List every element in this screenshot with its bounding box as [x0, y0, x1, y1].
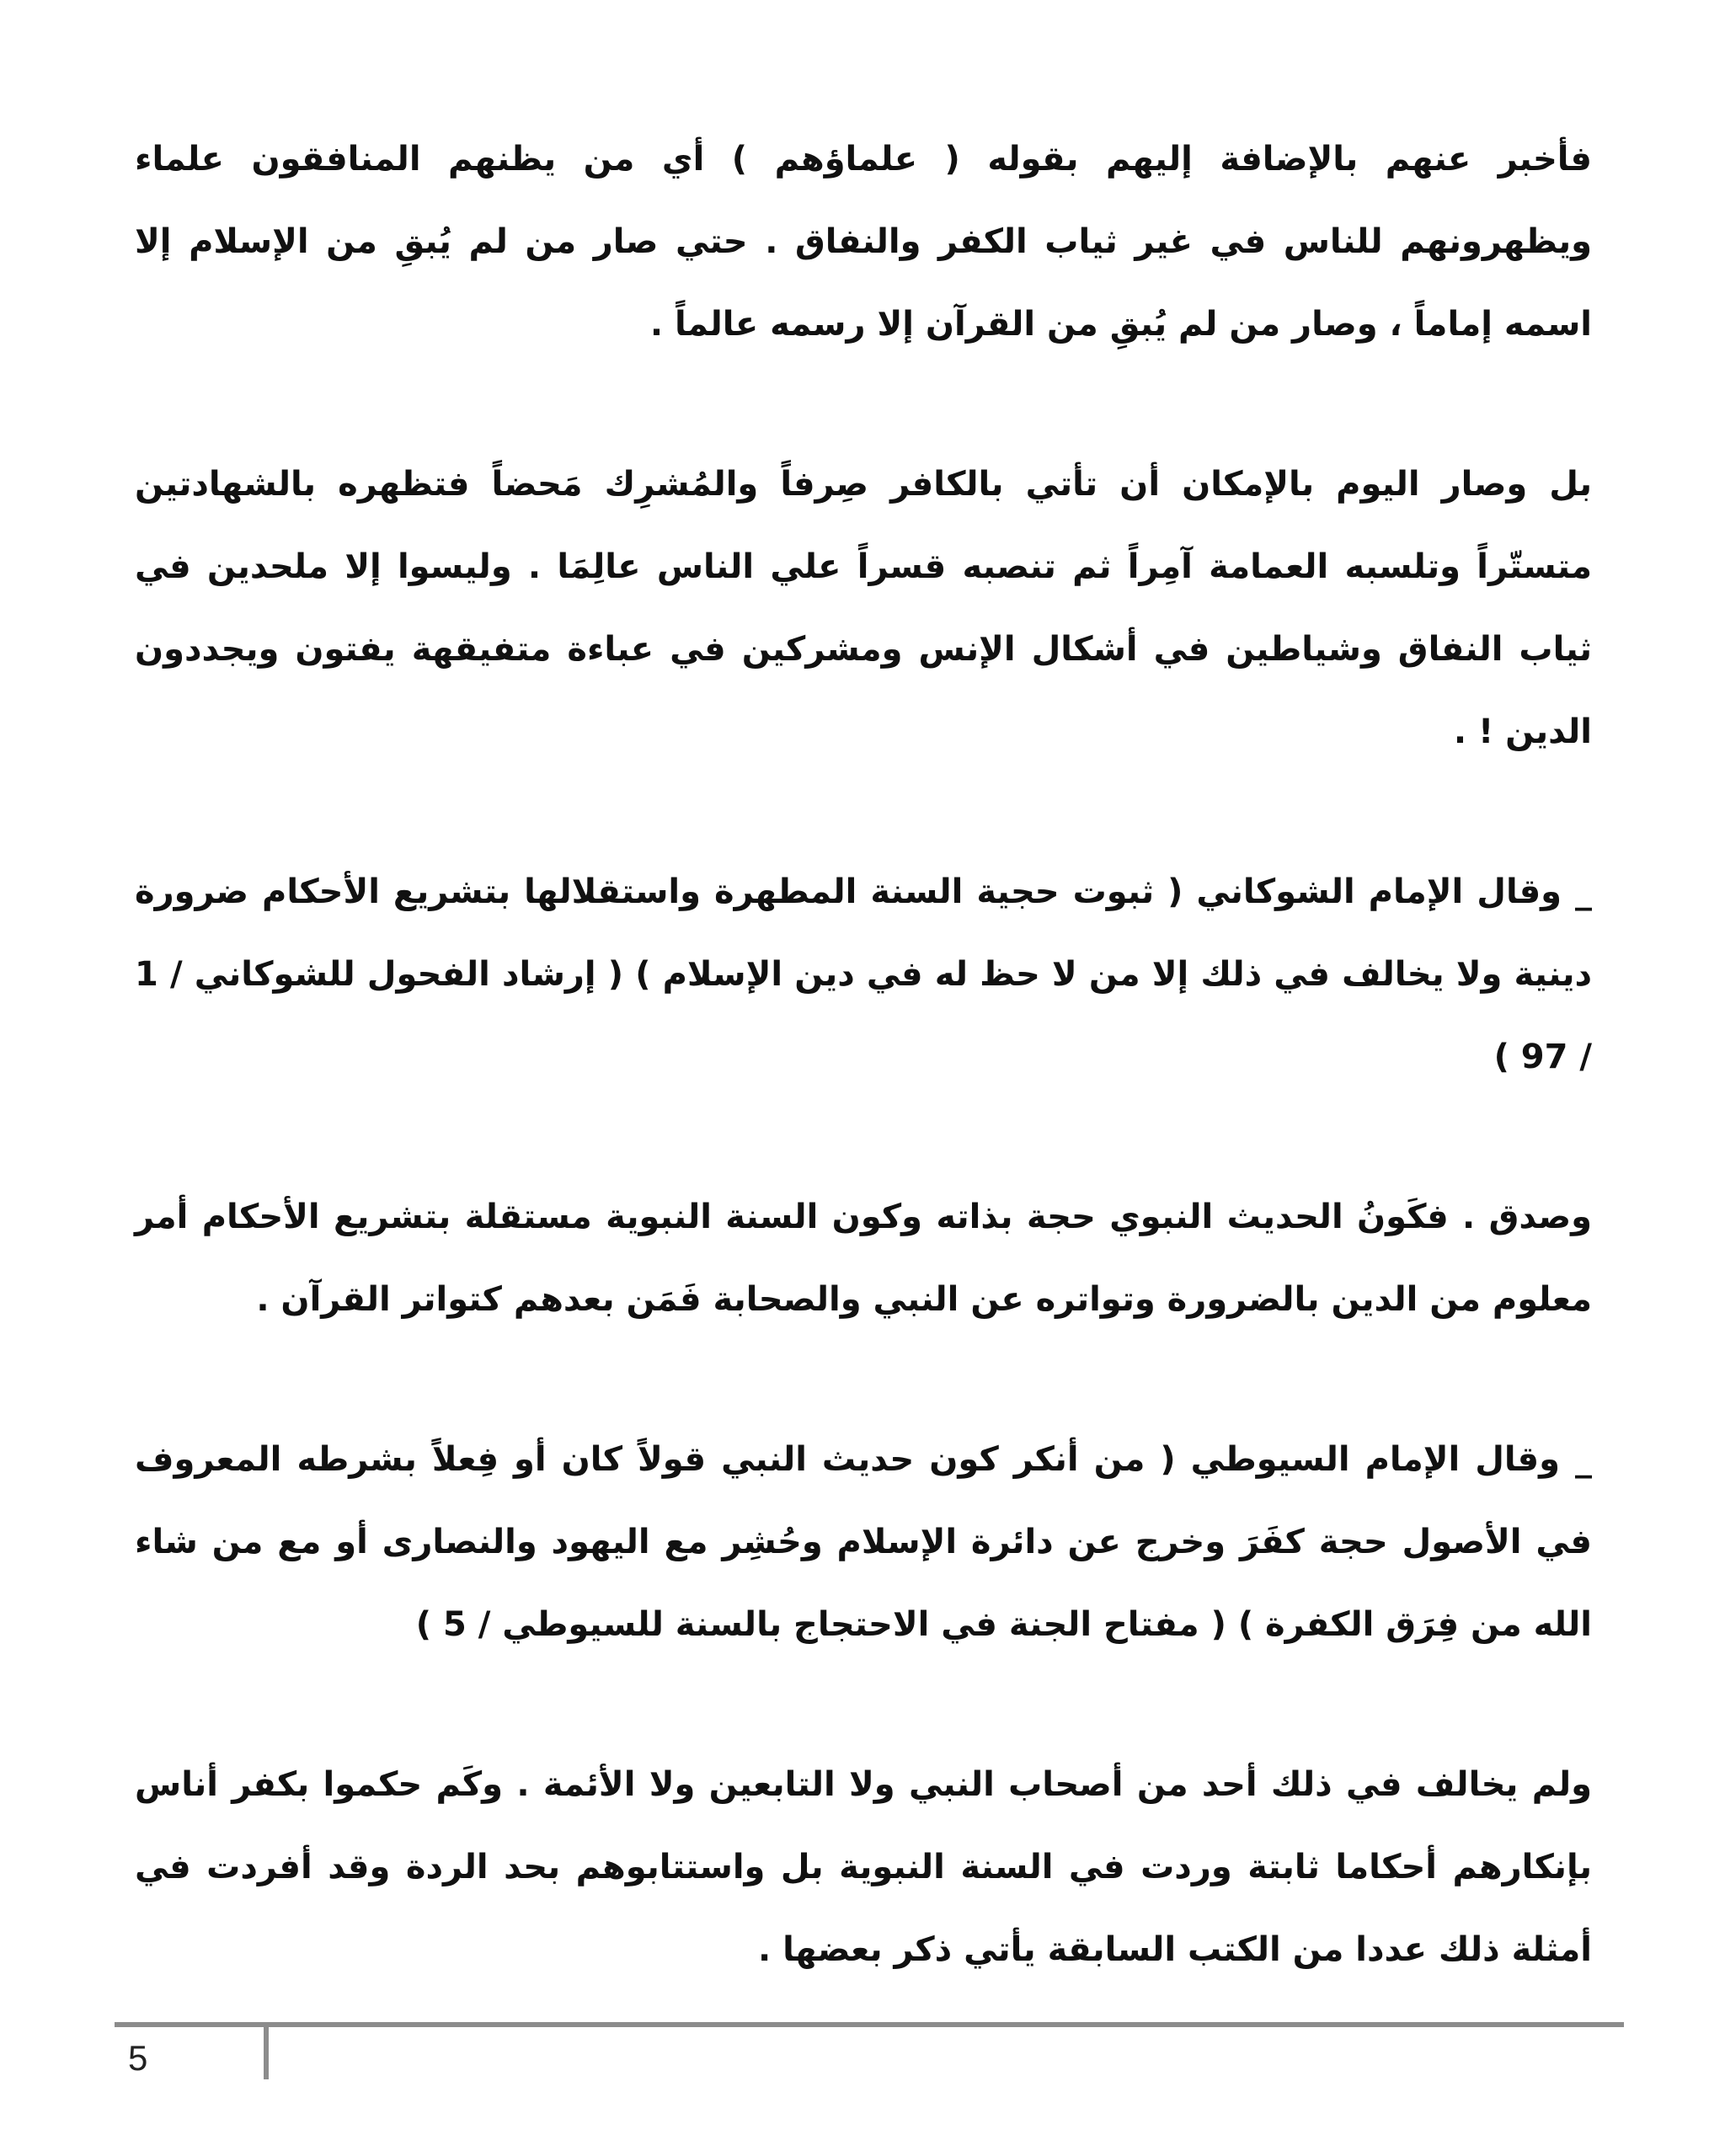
footer-divider-tick — [264, 2027, 269, 2079]
page-body — [135, 118, 1592, 1991]
paragraph-1: فأخبر عنهم بالإضافة إليهم بقوله ( علماؤهم ) أي من يظنهم المنافقون علماء ويظهرونهم للناس في غير ثياب الكفر والنفاق . حتي صار من لم يُبقِ من الإسلام إلا اسمه إماماً ، وصار من لم يُبقِ من القرآن إلا رسمه عالماً . — [135, 140, 1592, 344]
paragraph-3: _ وقال الإمام الشوكاني ( ثبوت حجية السنة المطهرة واستقلالها بتشريع الأحكام ضرورة دينية ولا يخالف في ذلك إلا من لا حظ له في دين الإسلام ) ( إرشاد الفحول للشوكاني / 1 / 97 ) — [135, 873, 1592, 1076]
paragraph-6: ولم يخالف في ذلك أحد من أصحاب النبي ولا التابعين ولا الأئمة . وكَم حكموا بكفر أناس بإنكارهم أحكاما ثابتة وردت في السنة النبوية بل واستتابوهم بحد الردة وقد أفردت في أمثلة ذلك عددا من الكتب السابقة يأتي ذكر بعضها . — [135, 1765, 1592, 1969]
footer-divider — [115, 2022, 1624, 2027]
paragraph-5: _ وقال الإمام السيوطي ( من أنكر كون حديث النبي قولاً كان أو فِعلاً بشرطه المعروف في الأصول حجة كفَرَ وخرج عن دائرة الإسلام وحُشِر مع اليهود والنصارى أو مع من شاء الله من فِرَق الكفرة ) ( مفتاح الجنة في الاحتجاج بالسنة للسيوطي / 5 ) — [135, 1440, 1592, 1644]
paragraph-2: بل وصار اليوم بالإمكان أن تأتي بالكافر صِرفاً والمُشرِك مَحضاً فتظهره بالشهادتين متستّراً وتلسبه العمامة آمِراً ثم تنصبه قسراً علي الناس عالِمَا . وليسوا إلا ملحدين في ثياب النفاق وشياطين في أشكال الإنس ومشركين في عباءة متفيقهة يفتون ويجددون الدين ! . — [135, 465, 1592, 751]
page-number: 5 — [128, 2038, 148, 2078]
paragraph-4: وصدق . فكَونُ الحديث النبوي حجة بذاته وكون السنة النبوية مستقلة بتشريع الأحكام أمر معلوم من الدين بالضرورة وتواتره عن النبي والصحابة فَمَن بعدهم كتواتر القرآن . — [135, 1198, 1592, 1319]
